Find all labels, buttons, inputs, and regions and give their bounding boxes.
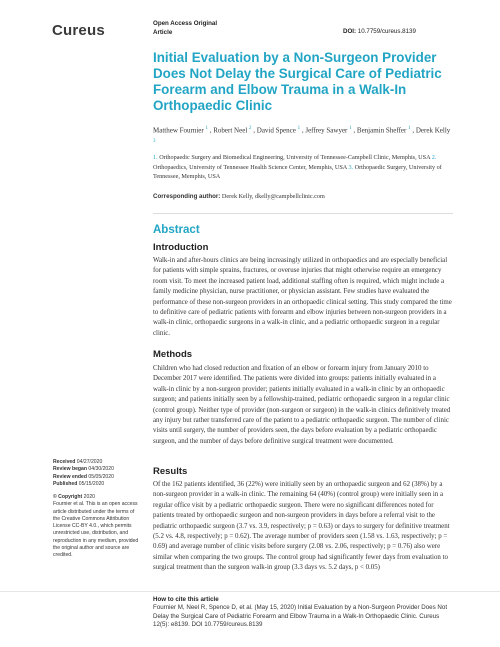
- author-sup: 3: [153, 139, 156, 145]
- received-label: Received: [53, 459, 76, 465]
- author-name[interactable]: Jeffrey Sawyer: [305, 126, 348, 135]
- author-list: Matthew Fournier $^1$ , Robert Neel $^2$ , David Spence $^1$ , Jeffrey Sawyer $^1$ , Benjamin Sheffer $^1$ , Derek Kelly $^3$: [153, 126, 451, 145]
- divider: [153, 213, 453, 214]
- doi[interactable]: [343, 28, 416, 35]
- copyright-year: 2020: [83, 494, 95, 500]
- copyright-line: [53, 494, 139, 501]
- affiliations: [153, 153, 453, 182]
- affiliation-number: 3.: [348, 163, 354, 171]
- review-ended-date: [53, 474, 139, 481]
- citation-heading: How to cite this article: [153, 596, 219, 603]
- citation-text: Fournier M, Neel R, Spence D, et al. (May 15, 2020) Initial Evaluation by a Non-Surgeon Provider Does Not Delay the Surgical Care of Pediatric Forearm and Elbow Trauma in a Walk-In Orthopaedic Clinic. Cureus 12(5): e8139. DOI 10.7759/cureus.8139: [153, 604, 448, 629]
- author-sup: 1: [349, 126, 352, 131]
- article-type: [153, 19, 273, 37]
- paragraph-methods: Children who had closed reduction and fixation of an elbow or forearm injury from January 2010 to December 2017 were identified. The patients were divided into groups: patients initially evaluated in a walk-in clinic by a non-surgeon provider; patients initially evaluated in a walk-in clinic by an orthopaedic surgeon; and patients initially seen by a fellowship-trained, pediatric orthopaedic surgeon in a regular clinic (control group). Neither type of provider (non-surgeon or surgeon) in the walk-in clinics definitively treated any injury but rather transferred care of the patient to a pediatric orthopaedic surgeon. The number of clinic visits until surgery, the number of providers seen, the days before evaluation by a pediatric orthopaedic surgeon, and the number of days before definitive surgical treatment were documented.: [153, 365, 451, 445]
- author-name[interactable]: David Spence: [256, 126, 296, 135]
- footer-divider: [0, 591, 500, 592]
- article-dates: [53, 459, 139, 488]
- corresponding-author: [153, 193, 453, 200]
- author-sup: 1: [408, 126, 411, 131]
- author-name[interactable]: Benjamin Sheffer: [356, 126, 407, 135]
- review-ended-value: 05/05/2020: [88, 473, 114, 480]
- article-type-line1: Open Access Original: [153, 20, 218, 27]
- license-text: Fournier et al. This is an open access article distributed under the terms of the Creative Commons Attribution License CC-BY 4.0., which permits unrestricted use, distribution, and reproduction in any medium, provided the original author and source are credited.: [53, 501, 139, 559]
- review-began-date: [53, 466, 139, 473]
- corresponding-value[interactable]: Derek Kelly, dkelly@campbellclinic.com: [221, 193, 325, 200]
- section-heading-methods: Methods: [153, 349, 193, 360]
- published-value: 05/15/2020: [78, 480, 105, 487]
- published-date: [53, 481, 139, 488]
- published-label: Published: [53, 480, 78, 487]
- abstract-heading: Abstract: [153, 224, 200, 236]
- corresponding-label: Corresponding author:: [153, 193, 221, 200]
- section-heading-results: Results: [153, 466, 188, 477]
- author-name[interactable]: Matthew Fournier: [153, 126, 204, 135]
- affiliation-text: Orthopaedics, University of Tennessee Health Science Center, Memphis, USA: [153, 163, 347, 171]
- copyright-notice: [53, 494, 139, 560]
- review-began-value: 04/30/2020: [88, 466, 114, 473]
- article-type-line2: Article: [153, 29, 173, 36]
- article-title: Initial Evaluation by a Non-Surgeon Provider Does Not Delay the Surgical Care of Pediatric Forearm and Elbow Trauma in a Walk-In Orthopaedic Clinic: [153, 50, 442, 113]
- journal-logo: Cureus: [52, 22, 105, 39]
- author-sup: 2: [249, 126, 252, 131]
- paragraph-introduction: Walk-in and after-hours clinics are being increasingly utilized in orthopaedics and are especially beneficial for patients with simple sprains, fractures, or overuse injuries that might otherwise require an emergency room visit. To meet the increased patient load, additional staffing often is required, which might include a family medicine physician, nurse practitioner, or physician assistant. Few studies have evaluated the performance of these non-surgeon providers in an orthopaedic clinical setting. This study compared the time to definitive care of pediatric patients with forearm and elbow injuries between non-surgeon providers in a walk-in clinic, orthopaedic surgeons in a walk-in clinic, and a pediatric orthopaedic surgeon in a regular clinic.: [153, 257, 452, 337]
- author-name[interactable]: Derek Kelly: [415, 126, 451, 135]
- author-sup: 1: [205, 126, 208, 131]
- copyright-label: © Copyright: [53, 494, 83, 500]
- review-began-label: Review began: [53, 466, 87, 473]
- affiliation-text: Orthopaedic Surgery and Biomedical Engineering, University of Tennessee-Campbell Clinic, Memphis, USA: [159, 154, 431, 161]
- author-name[interactable]: Robert Neel: [213, 126, 248, 135]
- review-ended-label: Review ended: [53, 473, 87, 480]
- affiliation-number: 1.: [153, 154, 158, 161]
- affiliation-text: Orthopaedic Surgery, University of Tennessee, Memphis, USA: [153, 163, 442, 180]
- affiliation-number: 2.: [431, 154, 437, 161]
- received-value: 04/27/2020: [76, 459, 103, 465]
- author-sup: 1: [297, 126, 301, 131]
- doi-label: DOI:: [343, 28, 357, 35]
- received-date: [53, 459, 139, 466]
- doi-value[interactable]: 10.7759/cureus.8139: [357, 28, 416, 35]
- section-heading-introduction: Introduction: [153, 242, 209, 253]
- paragraph-results: Of the 162 patients identified, 36 (22%) were initially seen by an orthopaedic surgeon and 62 (38%) by a non-surgeon provider in a walk-in clinic. The remaining 64 (40%) (control group) were initially seen in a regular office visit by a pediatric orthopaedic surgeon. There were no significant differences noted for patients treated by orthopaedic surgeon and non-surgeon providers in days before a referral visit to the pediatric orthopaedic surgeon (3.7 vs. 3.9, respectively; p = 0.63) or days to surgery for definitive treatment (5.2 vs. 4.8, respectively; p = 0.62). The average number of providers seen (1.58 vs. 1.63, respectively; p = 0.69) and average number of clinic visits before surgery (2.08 vs. 2.06, respectively; p = 0.76) also were similar when comparing the two groups. The control group had significantly fewer days from evaluation to surgical treatment than the surgeon walk-in group (3.3 days vs. 5.2 days, p < 0.05): [153, 481, 450, 572]
